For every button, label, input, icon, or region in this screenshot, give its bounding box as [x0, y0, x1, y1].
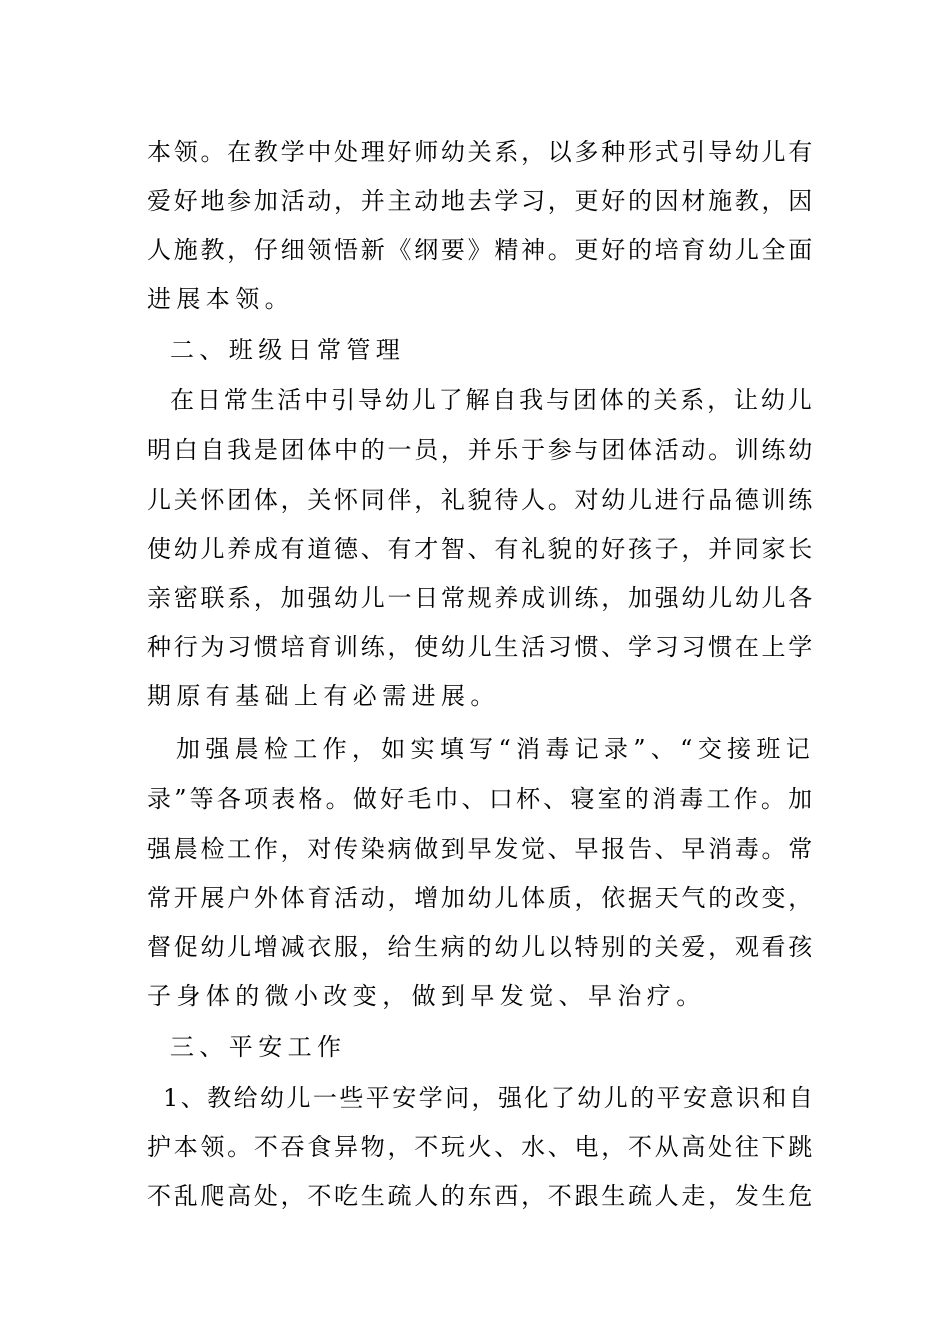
body-text-line: 明白自我是团体中的一员，并乐于参与团体活动。训练幼 [147, 436, 815, 464]
body-text-line: 人施教，仔细领悟新《纲要》精神。更好的培育幼儿全面 [147, 236, 815, 264]
body-text-line: 在日常生活中引导幼儿了解自我与团体的关系，让幼儿 [170, 386, 815, 414]
body-text-line: 进展本领。 [147, 285, 294, 313]
body-text-line: 督促幼儿增减衣服，给生病的幼儿以特别的关爱，观看孩 [147, 933, 815, 961]
body-text-line: 期原有基础上有必需进展。 [147, 682, 500, 710]
section-heading: 三、平安工作 [170, 1033, 347, 1061]
body-text-line: 子身体的微小改变，做到早发觉、早治疗。 [147, 982, 706, 1010]
body-text-line: 种行为习惯培育训练，使幼儿生活习惯、学习习惯在上学 [147, 633, 815, 661]
body-text-line: 常开展户外体育活动，增加幼儿体质，依据天气的改变， [147, 884, 815, 912]
body-text-line: 使幼儿养成有道德、有才智、有礼貌的好孩子，并同家长 [147, 535, 815, 563]
body-text-line: 爱好地参加活动，并主动地去学习，更好的因材施教，因 [147, 187, 815, 215]
body-text-line: 本领。在教学中处理好师幼关系，以多种形式引导幼儿有 [147, 138, 815, 166]
body-text-line: 护本领。不吞食异物，不玩火、水、电，不从高处往下跳 [147, 1133, 815, 1161]
body-text-line: 1、教给幼儿一些平安学问，强化了幼儿的平安意识和自 [163, 1084, 816, 1112]
body-text-line: 亲密联系，加强幼儿一日常规养成训练，加强幼儿幼儿各 [147, 584, 815, 612]
body-text-line: 儿关怀团体，关怀同伴，礼貌待人。对幼儿进行品德训练 [147, 486, 815, 514]
body-text-line: 不乱爬高处，不吃生疏人的东西，不跟生疏人走，发生危 [147, 1182, 815, 1210]
body-text-line: 录”等各项表格。做好毛巾、口杯、寝室的消毒工作。加 [147, 785, 816, 813]
body-text-line: 加强晨检工作，如实填写“消毒记录”、“交接班记 [176, 735, 816, 763]
section-heading: 二、班级日常管理 [170, 336, 406, 364]
body-text-line: 强晨检工作，对传染病做到早发觉、早报告、早消毒。常 [147, 835, 815, 863]
